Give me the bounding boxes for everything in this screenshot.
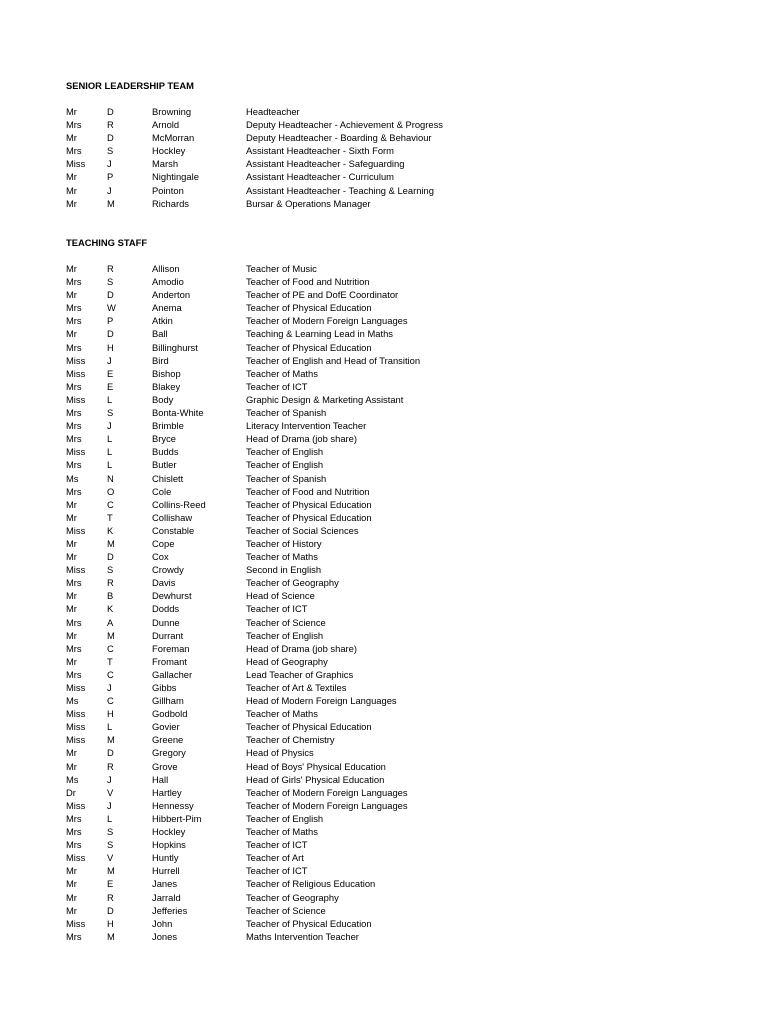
staff-initial: S <box>107 407 114 419</box>
staff-role: Teacher of Science <box>246 616 326 628</box>
staff-surname: Ball <box>152 328 168 340</box>
staff-role: Teacher of English <box>246 812 324 824</box>
staff-role: Head of Girls' Physical Education <box>246 773 385 785</box>
staff-initial: S <box>107 826 114 838</box>
staff-initial: S <box>107 276 114 288</box>
staff-surname: Grove <box>152 760 178 772</box>
staff-title: Mrs <box>66 145 82 157</box>
staff-surname: Hall <box>152 773 169 785</box>
staff-surname: Butler <box>152 459 177 471</box>
staff-title: Mrs <box>66 930 82 942</box>
staff-role: Teacher of ICT <box>246 603 308 615</box>
staff-title: Miss <box>66 393 86 405</box>
staff-surname: McMorran <box>152 132 195 144</box>
staff-role: Assistant Headteacher - Teaching & Learning <box>246 184 434 196</box>
staff-title: Mrs <box>66 577 82 589</box>
staff-initial: R <box>107 891 114 903</box>
staff-surname: Constable <box>152 524 195 536</box>
staff-role: Assistant Headteacher - Safeguarding <box>246 158 405 170</box>
staff-surname: Bishop <box>152 367 181 379</box>
staff-initial: D <box>107 551 114 563</box>
staff-surname: Hibbert-Pim <box>152 812 202 824</box>
staff-initial: P <box>107 315 114 327</box>
staff-initial: M <box>107 197 115 209</box>
staff-surname: Atkin <box>152 315 173 327</box>
staff-initial: L <box>107 721 113 733</box>
staff-surname: Cox <box>152 551 169 563</box>
staff-surname: Bird <box>152 354 169 366</box>
staff-initial: J <box>107 420 112 432</box>
staff-initial: K <box>107 524 114 536</box>
staff-title: Mr <box>66 655 77 667</box>
staff-role: Teacher of Science <box>246 904 326 916</box>
staff-surname: Gibbs <box>152 682 177 693</box>
staff-role: Head of Drama (job share) <box>246 642 357 654</box>
staff-title: Mrs <box>66 642 82 654</box>
staff-role: Teacher of ICT <box>246 865 308 877</box>
staff-initial: H <box>107 341 114 353</box>
staff-title: Mr <box>66 878 77 890</box>
staff-initial: J <box>107 799 112 811</box>
staff-surname: Richards <box>152 197 189 209</box>
staff-surname: Blakey <box>152 380 181 392</box>
staff-surname: Dodds <box>152 603 180 615</box>
staff-initial: E <box>107 878 114 890</box>
staff-role: Head of Geography <box>246 655 328 667</box>
staff-surname: Jarrald <box>152 891 181 903</box>
staff-title: Mr <box>66 328 77 340</box>
staff-role: Headteacher <box>246 106 300 117</box>
staff-initial: C <box>107 695 114 707</box>
staff-title: Ms <box>66 472 79 484</box>
staff-initial: M <box>107 537 115 549</box>
staff-surname: Dunne <box>152 616 180 628</box>
staff-surname: Govier <box>152 721 180 733</box>
staff-title: Ms <box>66 695 79 707</box>
staff-surname: Hennessy <box>152 799 194 811</box>
staff-title: Mrs <box>66 433 82 445</box>
staff-surname: Budds <box>152 446 179 458</box>
staff-initial: P <box>107 171 114 183</box>
staff-surname: Arnold <box>152 119 180 131</box>
staff-role: Teacher of English <box>246 446 324 458</box>
staff-surname: Brimble <box>152 420 184 432</box>
staff-title: Mrs <box>66 407 82 419</box>
staff-role: Teacher of Chemistry <box>246 734 335 746</box>
staff-role: Graphic Design & Marketing Assistant <box>246 393 404 405</box>
staff-surname: Durrant <box>152 629 184 641</box>
staff-title: Miss <box>66 721 86 733</box>
staff-role: Head of Science <box>246 590 315 602</box>
staff-role: Teacher of Art & Textiles <box>246 682 347 693</box>
staff-title: Miss <box>66 734 86 746</box>
staff-surname: Dewhurst <box>152 590 192 602</box>
staff-role: Teacher of Spanish <box>246 472 327 484</box>
staff-initial: C <box>107 668 114 680</box>
staff-surname: Gallacher <box>152 668 193 680</box>
staff-initial: J <box>107 682 112 693</box>
staff-title: Mrs <box>66 826 82 838</box>
staff-surname: Bryce <box>152 433 176 445</box>
staff-initial: N <box>107 472 114 484</box>
staff-title: Mr <box>66 760 77 772</box>
staff-role: Teaching & Learning Lead in Maths <box>246 328 393 340</box>
staff-role: Teacher of Physical Education <box>246 721 372 733</box>
staff-initial: D <box>107 328 114 340</box>
staff-title: Mrs <box>66 485 82 497</box>
staff-role: Teacher of English <box>246 459 324 471</box>
staff-title: Mr <box>66 603 77 615</box>
staff-initial: L <box>107 393 113 405</box>
staff-surname: Jefferies <box>152 904 188 916</box>
staff-role: Teacher of ICT <box>246 380 308 392</box>
staff-surname: Crowdy <box>152 564 184 576</box>
staff-surname: Foreman <box>152 642 190 654</box>
staff-title: Mrs <box>66 668 82 680</box>
staff-role: Teacher of Spanish <box>246 407 327 419</box>
staff-initial: L <box>107 446 113 458</box>
staff-role: Teacher of Maths <box>246 551 318 563</box>
staff-title: Mrs <box>66 420 82 432</box>
staff-role: Head of Modern Foreign Languages <box>246 695 397 707</box>
staff-role: Teacher of Food and Nutrition <box>246 485 370 497</box>
staff-initial: V <box>107 852 114 864</box>
staff-role: Lead Teacher of Graphics <box>246 668 354 680</box>
staff-role: Assistant Headteacher - Curriculum <box>246 171 394 183</box>
staff-surname: Allison <box>152 263 180 274</box>
staff-title: Miss <box>66 524 86 536</box>
staff-role: Teacher of Modern Foreign Languages <box>246 786 408 798</box>
staff-role: Teacher of Food and Nutrition <box>246 276 370 288</box>
staff-initial: T <box>107 655 113 667</box>
staff-title: Mr <box>66 551 77 563</box>
staff-surname: Hopkins <box>152 839 186 851</box>
staff-title: Miss <box>66 564 86 576</box>
staff-role: Teacher of Maths <box>246 826 318 838</box>
staff-surname: Hartley <box>152 786 182 798</box>
staff-initial: D <box>107 132 114 144</box>
staff-surname: Huntly <box>152 852 179 864</box>
staff-role: Head of Physics <box>246 747 314 759</box>
staff-surname: Browning <box>152 106 192 117</box>
staff-initial: J <box>107 354 112 366</box>
senior-leadership-heading: SENIOR LEADERSHIP TEAM <box>66 80 194 91</box>
staff-title: Miss <box>66 367 86 379</box>
staff-initial: B <box>107 590 114 602</box>
staff-initial: J <box>107 158 112 170</box>
staff-initial: J <box>107 773 112 785</box>
staff-initial: M <box>107 930 115 942</box>
staff-title: Mr <box>66 537 77 549</box>
staff-title: Mr <box>66 511 77 523</box>
staff-title: Miss <box>66 354 86 366</box>
staff-initial: O <box>107 485 115 497</box>
staff-initial: L <box>107 433 113 445</box>
staff-title: Miss <box>66 446 86 458</box>
staff-role: Teacher of Religious Education <box>246 878 376 890</box>
staff-role: Teacher of ICT <box>246 839 308 851</box>
staff-title: Miss <box>66 852 86 864</box>
staff-role: Maths Intervention Teacher <box>246 930 359 942</box>
staff-role: Teacher of Modern Foreign Languages <box>246 315 408 327</box>
staff-title: Mr <box>66 891 77 903</box>
staff-role: Teacher of Maths <box>246 708 318 720</box>
staff-surname: Hurrell <box>152 865 180 877</box>
staff-initial: R <box>107 263 114 274</box>
staff-title: Mr <box>66 132 77 144</box>
staff-initial: S <box>107 145 114 157</box>
staff-title: Mr <box>66 106 77 117</box>
staff-role: Assistant Headteacher - Sixth Form <box>246 145 394 157</box>
staff-role: Teacher of Physical Education <box>246 302 372 314</box>
staff-initial: M <box>107 629 115 641</box>
staff-role: Teacher of Social Sciences <box>246 524 359 536</box>
staff-role: Teacher of Geography <box>246 891 339 903</box>
staff-role: Teacher of Modern Foreign Languages <box>246 799 408 811</box>
staff-title: Mrs <box>66 812 82 824</box>
staff-surname: Janes <box>152 878 178 890</box>
staff-surname: Amodio <box>152 276 184 288</box>
staff-title: Mrs <box>66 459 82 471</box>
staff-initial: R <box>107 577 114 589</box>
staff-surname: Cope <box>152 537 175 549</box>
staff-role: Teacher of Physical Education <box>246 498 372 510</box>
staff-initial: L <box>107 812 113 824</box>
staff-surname: Anema <box>152 302 182 314</box>
staff-initial: E <box>107 380 114 392</box>
staff-surname: Davis <box>152 577 176 589</box>
staff-role: Head of Drama (job share) <box>246 433 357 445</box>
staff-surname: Collishaw <box>152 511 193 523</box>
staff-title: Mrs <box>66 119 82 131</box>
staff-title: Mrs <box>66 315 82 327</box>
staff-initial: D <box>107 106 114 117</box>
staff-surname: Jones <box>152 930 178 942</box>
staff-role: Second in English <box>246 564 322 576</box>
staff-initial: H <box>107 708 114 720</box>
staff-role: Deputy Headteacher - Achievement & Progress <box>246 119 443 131</box>
staff-role: Bursar & Operations Manager <box>246 197 371 209</box>
staff-title: Mr <box>66 197 77 209</box>
staff-initial: D <box>107 747 114 759</box>
staff-role: Teacher of Art <box>246 852 304 864</box>
staff-initial: M <box>107 734 115 746</box>
staff-title: Miss <box>66 917 86 929</box>
staff-role: Teacher of Physical Education <box>246 341 372 353</box>
staff-role: Literacy Intervention Teacher <box>246 420 367 432</box>
staff-title: Miss <box>66 682 86 693</box>
staff-role: Teacher of English <box>246 629 324 641</box>
staff-role: Teacher of Physical Education <box>246 511 372 523</box>
staff-role: Teacher of Physical Education <box>246 917 372 929</box>
staff-title: Mrs <box>66 302 82 314</box>
staff-surname: Billinghurst <box>152 341 198 353</box>
staff-title: Mr <box>66 747 77 759</box>
staff-title: Mr <box>66 263 77 274</box>
staff-initial: M <box>107 865 115 877</box>
staff-role: Teacher of Maths <box>246 367 318 379</box>
staff-surname: Hockley <box>152 145 186 157</box>
staff-title: Miss <box>66 708 86 720</box>
staff-initial: R <box>107 119 114 131</box>
teaching-staff-heading: TEACHING STAFF <box>66 237 148 248</box>
staff-surname: Bonta-White <box>152 407 204 419</box>
staff-surname: Chislett <box>152 472 184 484</box>
staff-title: Mr <box>66 289 77 301</box>
staff-role: Deputy Headteacher - Boarding & Behaviour <box>246 132 432 144</box>
staff-initial: R <box>107 760 114 772</box>
staff-initial: E <box>107 367 114 379</box>
staff-initial: K <box>107 603 114 615</box>
staff-initial: C <box>107 642 114 654</box>
staff-initial: H <box>107 917 114 929</box>
staff-surname: Gillham <box>152 695 184 707</box>
staff-role: Teacher of Music <box>246 263 317 274</box>
staff-title: Mr <box>66 629 77 641</box>
staff-initial: J <box>107 184 112 196</box>
staff-surname: Greene <box>152 734 184 746</box>
staff-initial: V <box>107 786 114 798</box>
staff-surname: Anderton <box>152 289 191 301</box>
staff-initial: T <box>107 511 113 523</box>
staff-title: Mrs <box>66 276 82 288</box>
staff-title: Miss <box>66 158 86 170</box>
staff-surname: Pointon <box>152 184 184 196</box>
staff-title: Mrs <box>66 341 82 353</box>
staff-title: Mr <box>66 590 77 602</box>
staff-role: Teacher of Geography <box>246 577 339 589</box>
staff-title: Mrs <box>66 380 82 392</box>
staff-initial: W <box>107 302 116 314</box>
staff-initial: S <box>107 564 114 576</box>
staff-surname: John <box>152 917 173 929</box>
staff-title: Dr <box>66 786 76 798</box>
staff-role: Teacher of PE and DofE Coordinator <box>246 289 399 301</box>
staff-title: Ms <box>66 773 79 785</box>
staff-title: Mr <box>66 904 77 916</box>
staff-title: Mr <box>66 865 77 877</box>
staff-surname: Hockley <box>152 826 186 838</box>
staff-surname: Marsh <box>152 158 179 170</box>
staff-role: Teacher of History <box>246 537 322 549</box>
staff-surname: Nightingale <box>152 171 199 183</box>
staff-surname: Collins-Reed <box>152 498 206 510</box>
staff-initial: D <box>107 289 114 301</box>
staff-title: Mr <box>66 498 77 510</box>
staff-title: Mrs <box>66 839 82 851</box>
staff-initial: C <box>107 498 114 510</box>
staff-surname: Godbold <box>152 708 188 720</box>
staff-title: Mr <box>66 184 77 196</box>
staff-surname: Gregory <box>152 747 186 759</box>
staff-initial: S <box>107 839 114 851</box>
staff-role: Head of Boys' Physical Education <box>246 760 386 772</box>
staff-surname: Fromant <box>152 655 187 667</box>
staff-role: Teacher of English and Head of Transition <box>246 354 421 366</box>
staff-title: Mr <box>66 171 77 183</box>
staff-title: Mrs <box>66 616 82 628</box>
staff-surname: Body <box>152 393 174 405</box>
staff-initial: D <box>107 904 114 916</box>
staff-title: Miss <box>66 799 86 811</box>
staff-initial: A <box>107 616 114 628</box>
staff-initial: L <box>107 459 113 471</box>
staff-surname: Cole <box>152 485 172 497</box>
